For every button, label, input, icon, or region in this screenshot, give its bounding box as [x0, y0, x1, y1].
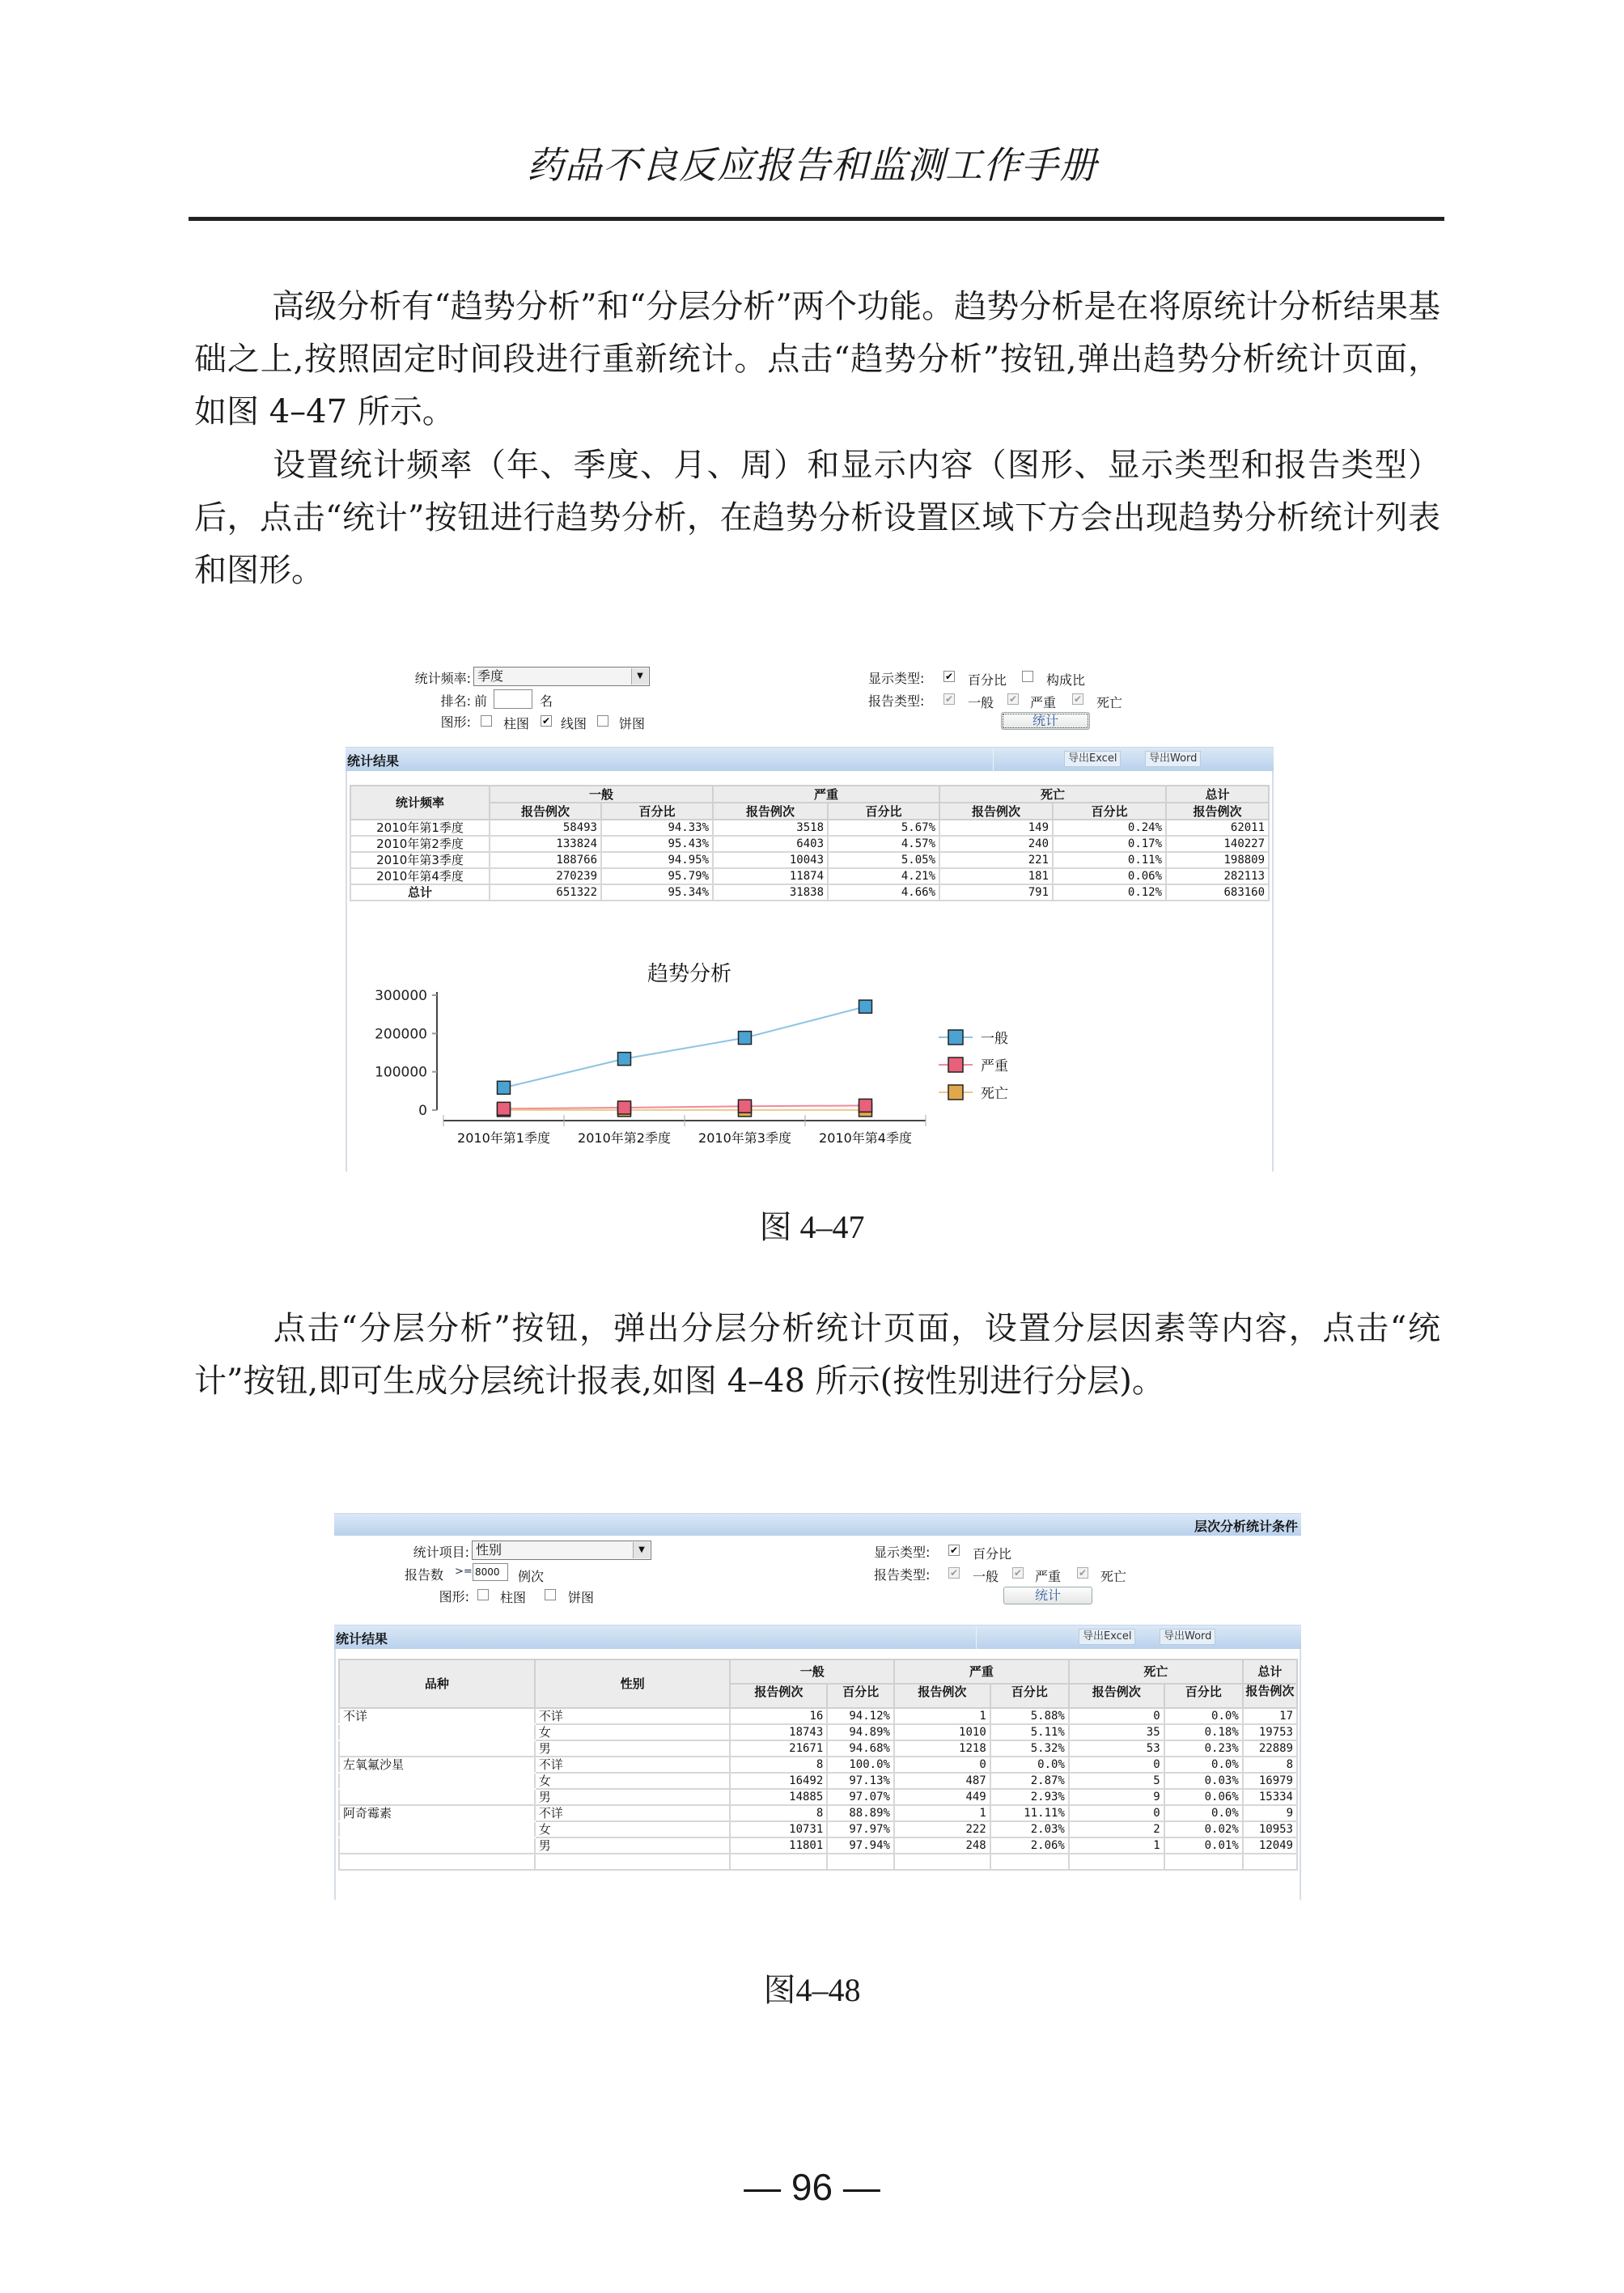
data-point-1	[618, 1101, 631, 1114]
table-cell: 94.95%	[601, 852, 713, 868]
percent-label: 百分比	[968, 672, 1007, 688]
subheader-count: 报告例次	[939, 803, 1053, 820]
table-cell: 5.32%	[990, 1740, 1069, 1757]
table-cell: 198809	[1166, 852, 1269, 868]
export-word-button[interactable]: 导出Word	[1145, 751, 1201, 767]
table-cell: 5.05%	[828, 852, 939, 868]
table-cell: 53	[1069, 1740, 1164, 1757]
subheader-count: 报告例次	[490, 803, 601, 820]
header-gender: 性别	[535, 1659, 731, 1708]
serious-label: 严重	[1030, 695, 1057, 710]
table-cell: 133824	[490, 836, 601, 852]
line-chart-label: 线图	[561, 716, 587, 731]
table-cell: 8	[1243, 1757, 1297, 1773]
variety-cell	[339, 1724, 535, 1740]
table-cell: 5.67%	[828, 820, 939, 836]
subheader-count: 报告例次	[713, 803, 828, 820]
item-select[interactable]	[472, 1541, 651, 1560]
line-chart-checkbox[interactable]: ✔	[541, 715, 551, 727]
table-cell: 9	[1069, 1789, 1164, 1805]
header-serious: 严重	[713, 786, 939, 803]
legend-marker	[948, 1085, 963, 1100]
data-point-0	[618, 1053, 631, 1066]
result-bar	[346, 747, 1274, 771]
trend-table	[350, 785, 1270, 901]
variety-cell	[339, 1740, 535, 1757]
chart-title: 趋势分析	[647, 962, 732, 986]
table-cell: 2.87%	[990, 1773, 1069, 1789]
general-checkbox[interactable]: ✔	[944, 693, 954, 705]
table-row	[339, 1724, 1297, 1740]
table-cell	[1243, 1854, 1297, 1870]
stat-button[interactable]: 统计	[1001, 712, 1090, 730]
figure-4-47-caption: 图 4–47	[759, 1209, 865, 1245]
legend-label: 死亡	[981, 1086, 1008, 1102]
table-cell: 240	[939, 836, 1053, 852]
count-operator: >=	[455, 1566, 473, 1578]
table-row	[350, 820, 1269, 836]
header-death: 死亡	[939, 786, 1166, 803]
table-cell: 3518	[713, 820, 828, 836]
table-cell: 0.06%	[1053, 868, 1166, 884]
condition-title: 层次分析统计条件	[1194, 1519, 1298, 1534]
table-cell: 10731	[730, 1821, 827, 1837]
table-row	[350, 852, 1269, 868]
gender-cell: 女	[535, 1724, 731, 1740]
gender-cell: 男	[535, 1837, 731, 1854]
table-row	[339, 1821, 1297, 1837]
table-cell: 1010	[894, 1724, 990, 1740]
export-excel-button[interactable]: 导出Excel	[1064, 751, 1121, 767]
table-cell: 5.11%	[990, 1724, 1069, 1740]
table-cell: 5	[1069, 1773, 1164, 1789]
export-word-button[interactable]: 导出Word	[1160, 1629, 1215, 1645]
table-cell: 0	[1069, 1805, 1164, 1821]
table-cell: 791	[939, 884, 1053, 901]
subheader-pct: 百分比	[990, 1684, 1069, 1708]
general-label: 一般	[968, 695, 994, 710]
table-cell	[730, 1854, 827, 1870]
table-cell: 0.0%	[1164, 1708, 1243, 1724]
legend-marker	[948, 1057, 963, 1072]
table-cell: 0	[894, 1757, 990, 1773]
legend-label: 严重	[981, 1058, 1008, 1074]
table-cell: 1218	[894, 1740, 990, 1757]
table-row	[339, 1708, 1297, 1724]
stratified-table-viewport[interactable]	[337, 1659, 1300, 1900]
subheader-count: 报告例次	[1069, 1684, 1164, 1708]
table-cell: 248	[894, 1837, 990, 1854]
table-cell: 9	[1243, 1805, 1297, 1821]
table-cell: 0.18%	[1164, 1724, 1243, 1740]
table-cell: 1	[894, 1805, 990, 1821]
table-cell: 94.89%	[827, 1724, 894, 1740]
variety-cell	[339, 1773, 535, 1789]
table-cell: 149	[939, 820, 1053, 836]
data-point-0	[498, 1081, 511, 1094]
table-cell: 4.66%	[828, 884, 939, 901]
item-select-value: 性别	[476, 1542, 502, 1558]
y-tick-label: 100000	[375, 1064, 427, 1081]
table-cell: 19753	[1243, 1724, 1297, 1740]
data-point-1	[498, 1102, 511, 1115]
result-title: 统计结果	[336, 1631, 388, 1647]
table-cell: 0.23%	[1164, 1740, 1243, 1757]
row-label: 2010年第1季度	[350, 820, 490, 836]
serious-checkbox[interactable]: ✔	[1008, 693, 1018, 705]
freq-select[interactable]	[473, 667, 650, 686]
table-cell: 449	[894, 1789, 990, 1805]
gender-cell: 男	[535, 1789, 731, 1805]
table-cell: 2.93%	[990, 1789, 1069, 1805]
frame-border	[1272, 771, 1274, 1172]
table-cell	[827, 1854, 894, 1870]
gender-cell: 不详	[535, 1757, 731, 1773]
display-type-label: 显示类型:	[874, 1545, 931, 1560]
table-cell: 97.07%	[827, 1789, 894, 1805]
table-cell	[339, 1854, 535, 1870]
data-point-1	[739, 1100, 752, 1113]
frame-border	[346, 771, 347, 1172]
general-checkbox[interactable]: ✔	[949, 1567, 959, 1579]
subheader-pct: 百分比	[827, 1684, 894, 1708]
row-label: 2010年第4季度	[350, 868, 490, 884]
table-cell: 97.13%	[827, 1773, 894, 1789]
table-cell: 95.34%	[601, 884, 713, 901]
subheader-pct: 百分比	[601, 803, 713, 820]
subheader-total-count: 报告例次	[1243, 1684, 1297, 1708]
row-label: 2010年第3季度	[350, 852, 490, 868]
frame-border	[1300, 1649, 1301, 1900]
variety-cell	[339, 1837, 535, 1854]
composition-label: 构成比	[1046, 672, 1086, 688]
table-cell: 0	[1069, 1757, 1164, 1773]
paragraph-2-text: 设置统计频率（年、季度、月、周）和显示内容（图形、显示类型和报告类型）后，点击“统计”按钮进行趋势分析，在趋势分析设置区域下方会出现趋势分析统计列表和图形。	[194, 447, 1440, 589]
count-label: 报告数	[405, 1567, 444, 1583]
figure-4-48-caption: 图4–48	[763, 1972, 861, 2008]
table-cell: 1	[894, 1708, 990, 1724]
table-cell: 16492	[730, 1773, 827, 1789]
table-row	[339, 1789, 1297, 1805]
table-cell: 95.43%	[601, 836, 713, 852]
y-tick-label: 300000	[375, 988, 427, 1004]
table-cell: 58493	[490, 820, 601, 836]
report-type-label: 报告类型:	[874, 1567, 931, 1583]
table-cell: 181	[939, 868, 1053, 884]
rank-prefix: 前	[474, 693, 488, 709]
table-cell: 0.03%	[1164, 1773, 1243, 1789]
header-general: 一般	[490, 786, 713, 803]
table-cell: 21671	[730, 1740, 827, 1757]
chevron-down-icon[interactable]: ▼	[633, 1542, 650, 1558]
table-cell: 651322	[490, 884, 601, 901]
bar-separator	[993, 748, 994, 772]
x-tick-label: 2010年第3季度	[698, 1130, 791, 1146]
chart-type-label: 图形:	[440, 714, 471, 730]
table-cell: 94.33%	[601, 820, 713, 836]
percent-checkbox[interactable]: ✔	[944, 671, 954, 682]
subheader-pct: 百分比	[1053, 803, 1166, 820]
table-cell: 0.11%	[1053, 852, 1166, 868]
table-cell: 22889	[1243, 1740, 1297, 1757]
percent-label: 百分比	[973, 1546, 1012, 1562]
total-row	[350, 884, 1269, 901]
variety-cell	[339, 1789, 535, 1805]
report-type-label: 报告类型:	[868, 693, 925, 709]
x-tick-label: 2010年第2季度	[578, 1130, 671, 1146]
table-cell: 0.24%	[1053, 820, 1166, 836]
table-cell: 95.79%	[601, 868, 713, 884]
x-tick-label: 2010年第4季度	[819, 1130, 912, 1146]
row-label: 总计	[350, 884, 490, 901]
data-point-0	[859, 1000, 872, 1013]
table-cell: 0.0%	[1164, 1757, 1243, 1773]
table-cell: 487	[894, 1773, 990, 1789]
pie-chart-label: 饼图	[568, 1590, 595, 1605]
table-cell: 11874	[713, 868, 828, 884]
header-stat-freq: 统计频率	[350, 786, 490, 820]
death-label: 死亡	[1096, 695, 1123, 710]
gender-cell: 不详	[535, 1805, 731, 1821]
y-tick-label: 0	[418, 1103, 427, 1119]
table-cell: 35	[1069, 1724, 1164, 1740]
legend-label: 一般	[981, 1031, 1008, 1047]
table-row	[339, 1805, 1297, 1821]
pie-chart-checkbox[interactable]	[545, 1589, 556, 1600]
table-cell: 0	[1069, 1708, 1164, 1724]
table-cell: 11.11%	[990, 1805, 1069, 1821]
table-cell: 16979	[1243, 1773, 1297, 1789]
percent-checkbox[interactable]: ✔	[949, 1545, 959, 1556]
paragraph-3	[194, 1303, 1440, 1408]
table-cell: 97.94%	[827, 1837, 894, 1854]
table-cell: 2.06%	[990, 1837, 1069, 1854]
variety-cell: 阿奇霉素	[339, 1805, 535, 1821]
table-cell: 282113	[1166, 868, 1269, 884]
series-line-0	[504, 1007, 866, 1087]
table-cell: 0.02%	[1164, 1821, 1243, 1837]
trend-chart	[350, 947, 1268, 1165]
bar-chart-label: 柱图	[500, 1590, 527, 1605]
pie-chart-label: 饼图	[619, 716, 646, 731]
bar-separator	[976, 1625, 977, 1650]
table-cell: 270239	[490, 868, 601, 884]
chevron-down-icon[interactable]: ▼	[631, 668, 648, 685]
table-cell: 0.01%	[1164, 1837, 1243, 1854]
x-tick-label: 2010年第1季度	[457, 1130, 550, 1146]
table-cell: 1	[1069, 1837, 1164, 1854]
table-cell: 140227	[1166, 836, 1269, 852]
subheader-count: 报告例次	[894, 1684, 990, 1708]
death-checkbox[interactable]: ✔	[1073, 693, 1083, 705]
table-row-partial	[339, 1854, 1297, 1870]
data-point-0	[739, 1032, 752, 1045]
table-cell: 4.57%	[828, 836, 939, 852]
row-label: 2010年第2季度	[350, 836, 490, 852]
table-cell: 683160	[1166, 884, 1269, 901]
death-checkbox[interactable]: ✔	[1078, 1567, 1088, 1579]
table-cell: 0.06%	[1164, 1789, 1243, 1805]
death-label: 死亡	[1100, 1569, 1127, 1584]
header-rule	[189, 217, 1444, 221]
table-cell: 18743	[730, 1724, 827, 1740]
header-serious: 严重	[894, 1659, 1069, 1684]
table-cell: 11801	[730, 1837, 827, 1854]
paragraph-1-text: 高级分析有“趋势分析”和“分层分析”两个功能。趋势分析是在将原统计分析结果基础之上,按照固定时间段进行重新统计。点击“趋势分析”按钮,弹出趋势分析统计页面，如图 4–47 所示。	[194, 288, 1440, 430]
table-cell: 0.0%	[990, 1757, 1069, 1773]
variety-cell	[339, 1821, 535, 1837]
table-cell: 221	[939, 852, 1053, 868]
table-cell: 10953	[1243, 1821, 1297, 1837]
table-cell: 10043	[713, 852, 828, 868]
subheader-count: 报告例次	[730, 1684, 827, 1708]
result-title: 统计结果	[347, 753, 400, 769]
result-bar	[334, 1625, 1301, 1649]
table-cell: 97.97%	[827, 1821, 894, 1837]
rank-suffix: 名	[540, 693, 553, 709]
serious-label: 严重	[1035, 1569, 1062, 1584]
stat-button[interactable]: 统计	[1003, 1587, 1092, 1604]
composition-checkbox[interactable]	[1022, 671, 1033, 682]
table-cell: 16	[730, 1708, 827, 1724]
general-label: 一般	[973, 1569, 999, 1584]
stratified-table	[338, 1659, 1298, 1871]
table-row	[339, 1773, 1297, 1789]
header-variety: 品种	[339, 1659, 535, 1708]
data-point-1	[859, 1099, 872, 1112]
subheader-pct: 百分比	[828, 803, 939, 820]
page-number: — 96 —	[744, 2166, 880, 2208]
paragraph-3-text: 点击“分层分析”按钮，弹出分层分析统计页面，设置分层因素等内容，点击“统计”按钮,即可生成分层统计报表,如图 4–48 所示(按性别进行分层)。	[194, 1310, 1440, 1400]
paragraph-1	[194, 281, 1440, 439]
item-label: 统计项目:	[413, 1545, 469, 1560]
table-cell: 6403	[713, 836, 828, 852]
table-cell: 100.0%	[827, 1757, 894, 1773]
table-row	[350, 836, 1269, 852]
variety-cell: 左氧氟沙星	[339, 1757, 535, 1773]
bar-chart-checkbox[interactable]	[477, 1589, 489, 1600]
pie-chart-checkbox[interactable]	[597, 715, 608, 727]
gender-cell: 女	[535, 1821, 731, 1837]
variety-cell: 不详	[339, 1708, 535, 1724]
display-type-label: 显示类型:	[868, 671, 925, 686]
y-tick-label: 200000	[375, 1026, 427, 1043]
table-cell: 88.89%	[827, 1805, 894, 1821]
table-cell	[535, 1854, 731, 1870]
rank-label: 排名:	[440, 693, 471, 709]
header-total: 总计	[1166, 786, 1269, 803]
table-cell: 0.17%	[1053, 836, 1166, 852]
table-cell	[1069, 1854, 1164, 1870]
table-cell: 94.68%	[827, 1740, 894, 1757]
table-cell: 15334	[1243, 1789, 1297, 1805]
paragraph-2	[194, 439, 1440, 597]
table-cell: 94.12%	[827, 1708, 894, 1724]
gender-cell: 不详	[535, 1708, 731, 1724]
table-cell: 62011	[1166, 820, 1269, 836]
table-row	[339, 1757, 1297, 1773]
serious-checkbox[interactable]: ✔	[1013, 1567, 1023, 1579]
condition-bar	[334, 1513, 1301, 1536]
header-death: 死亡	[1069, 1659, 1243, 1684]
table-cell: 31838	[713, 884, 828, 901]
table-cell: 0.12%	[1053, 884, 1166, 901]
subheader-count: 报告例次	[1166, 803, 1269, 820]
header-total: 总计	[1243, 1659, 1297, 1684]
table-cell: 188766	[490, 852, 601, 868]
table-cell: 2.03%	[990, 1821, 1069, 1837]
freq-select-value: 季度	[477, 668, 504, 684]
frame-border	[334, 1649, 336, 1900]
table-cell: 4.21%	[828, 868, 939, 884]
gender-cell: 女	[535, 1773, 731, 1789]
table-row	[339, 1740, 1297, 1757]
freq-label: 统计频率:	[414, 671, 471, 686]
count-input[interactable]: 8000	[473, 1563, 508, 1581]
table-cell	[990, 1854, 1069, 1870]
table-row	[339, 1837, 1297, 1854]
count-suffix: 例次	[518, 1569, 545, 1584]
chart-type-label: 图形:	[439, 1589, 469, 1604]
table-cell: 222	[894, 1821, 990, 1837]
table-cell: 17	[1243, 1708, 1297, 1724]
table-row	[350, 868, 1269, 884]
table-cell: 8	[730, 1805, 827, 1821]
rank-input[interactable]	[494, 689, 532, 709]
bar-chart-checkbox[interactable]	[481, 715, 492, 727]
running-head: 药品不良反应报告和监测工作手册	[527, 143, 1097, 187]
legend-marker	[948, 1030, 963, 1045]
table-cell: 14885	[730, 1789, 827, 1805]
table-cell: 0.0%	[1164, 1805, 1243, 1821]
header-general: 一般	[730, 1659, 893, 1684]
series-line-1	[504, 1105, 866, 1108]
gender-cell: 男	[535, 1740, 731, 1757]
subheader-pct: 百分比	[1164, 1684, 1243, 1708]
table-cell: 2	[1069, 1821, 1164, 1837]
table-cell: 8	[730, 1757, 827, 1773]
export-excel-button[interactable]: 导出Excel	[1079, 1629, 1135, 1645]
table-cell	[1164, 1854, 1243, 1870]
table-cell: 5.88%	[990, 1708, 1069, 1724]
table-cell	[894, 1854, 990, 1870]
table-cell: 12049	[1243, 1837, 1297, 1854]
bar-chart-label: 柱图	[503, 716, 530, 731]
